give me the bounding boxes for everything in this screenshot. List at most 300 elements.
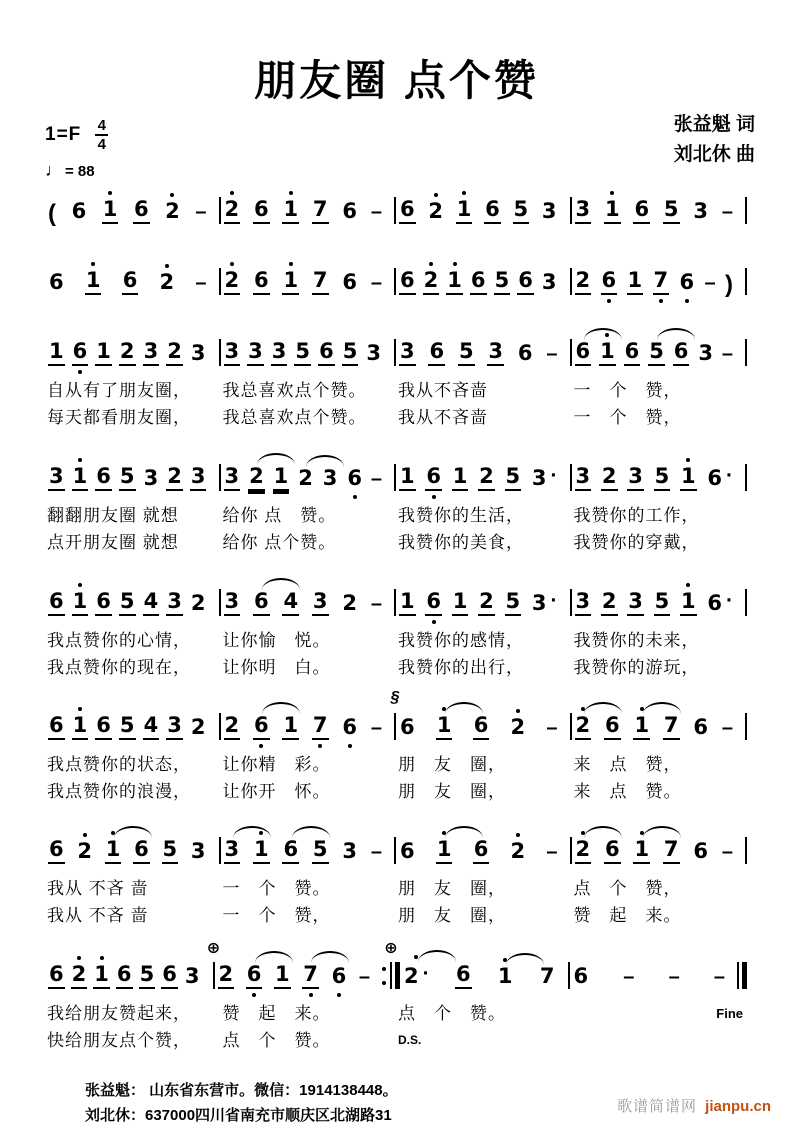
note-digit: 2: [423, 270, 440, 295]
note: [253, 190, 270, 234]
note-digit: 7: [539, 964, 555, 989]
tempo-marking: [45, 160, 108, 181]
note: [143, 459, 160, 501]
barline-thin: [570, 268, 572, 295]
note-digit: 3: [531, 591, 547, 616]
note: [312, 830, 329, 874]
note: [72, 706, 89, 750]
notes-row: [45, 261, 747, 305]
lyric-segment: [45, 752, 221, 777]
note: [253, 830, 270, 874]
octave-dot-low: [685, 299, 689, 303]
note-digit: 3: [190, 466, 207, 491]
note: [224, 190, 241, 234]
note: [673, 332, 690, 376]
lyric-segment: [572, 503, 748, 528]
note: [190, 584, 207, 626]
note-digit: 2: [71, 964, 88, 989]
lyric-segment: [45, 1028, 221, 1053]
barline: [745, 197, 747, 234]
note-digit: 3: [247, 341, 264, 366]
note-digit: 1: [436, 839, 453, 864]
note: [436, 706, 453, 750]
note-digit: 2: [77, 839, 92, 864]
augmentation-dot: ·: [726, 464, 733, 488]
note-digit: 6: [604, 839, 621, 864]
note: [312, 190, 329, 234]
duration-dash: –: [623, 966, 635, 989]
fine-marker: Fine: [716, 1006, 743, 1022]
note: [452, 457, 469, 501]
music-measure: [221, 261, 395, 305]
note-digit: 6: [624, 341, 641, 366]
lyric-segment: [221, 779, 397, 804]
coda-mark: ⊕: [384, 940, 398, 958]
lyric-row-2: [45, 1028, 747, 1053]
lyric-text: 我给朋友赞起来，: [47, 1004, 191, 1024]
note-digit: 3: [693, 199, 708, 224]
note: [48, 263, 65, 305]
barline: [745, 339, 747, 376]
octave-dot-high: [91, 262, 95, 266]
duration-dash: –: [546, 343, 558, 366]
note: [342, 332, 359, 376]
barline: [568, 962, 570, 999]
repeat-dot: [382, 967, 386, 971]
music-measure: [400, 954, 568, 999]
lyric-segment: [396, 1028, 572, 1053]
lyric-text: 给你 点 赞。: [222, 506, 337, 526]
barline: [394, 589, 396, 626]
lyric-text: 朋 友 圈，: [398, 782, 506, 802]
note-digit: 3: [48, 466, 65, 491]
note: [633, 830, 650, 874]
lyric-segment: [572, 628, 748, 653]
quarter-note-icon: ♩: [45, 160, 63, 181]
lyric-row-2: [45, 405, 747, 430]
note-digit: 6: [707, 591, 722, 616]
note: [575, 261, 592, 305]
notes-row: [45, 940, 747, 999]
note-digit: 3: [366, 341, 381, 366]
note: [697, 334, 714, 376]
barline-thin: [394, 464, 396, 491]
footer-line-lyricist: 张益魁： 山东省东营市。微信：1914138448。: [85, 1082, 398, 1100]
barline-thin: [394, 339, 396, 366]
note-digit: 3: [399, 341, 416, 366]
octave-dot-high: [108, 191, 112, 195]
music-measure: [45, 261, 219, 305]
note: [399, 708, 416, 750]
lyric-segment: [572, 530, 748, 555]
note-digit: 6: [455, 964, 472, 989]
lyric-segment: [221, 752, 397, 777]
octave-dot-low: [78, 370, 82, 374]
barline-thin: [570, 339, 572, 366]
note: [190, 832, 207, 874]
note-digit: 3: [541, 199, 557, 224]
note-digit: 3: [342, 839, 357, 864]
note-digit: 6: [253, 591, 270, 616]
lyric-text: 一 个 赞，: [573, 381, 682, 401]
note: [119, 332, 136, 376]
note: [648, 332, 665, 376]
lyric-segment: [221, 503, 397, 528]
lyric-text: 我赞你的未来，: [573, 631, 700, 651]
note-digit: 3: [322, 466, 338, 491]
note: [663, 830, 680, 874]
lyric-text: 来 点 赞，: [573, 755, 682, 775]
music-measure: [570, 957, 738, 999]
barline: [745, 268, 747, 305]
note: [312, 706, 329, 750]
note: [143, 332, 160, 376]
augmentation-dot: ·: [550, 589, 558, 613]
lyric-segment: [221, 655, 397, 680]
note-digit: 6: [575, 341, 592, 366]
segno-mark: §: [390, 689, 400, 707]
note-digit: 5: [162, 839, 179, 864]
note-digit: 5: [654, 591, 671, 616]
octave-dot-high: [83, 833, 87, 837]
note-digit: 1: [105, 839, 122, 864]
lyric-text: 快给朋友点个赞，: [47, 1031, 191, 1051]
note: [627, 457, 644, 501]
note-digit: 4: [282, 591, 299, 616]
lyric-segment: [221, 1001, 397, 1026]
lyric-segment: [45, 378, 221, 403]
tempo-value: = 88: [65, 163, 95, 181]
note-digit: 2: [404, 964, 419, 989]
note: [161, 955, 178, 999]
note-digit: 1: [273, 466, 290, 491]
note: [427, 192, 444, 234]
lyric-segment: [572, 1028, 748, 1053]
barline-thin: [745, 837, 747, 864]
note: [297, 459, 314, 501]
note-digit: 5: [119, 591, 136, 616]
time-signature-bottom: 4: [97, 136, 106, 154]
note-digit: 2: [159, 270, 175, 295]
music-measure: [45, 706, 219, 750]
octave-dot-high: [686, 583, 690, 587]
note: [627, 582, 644, 626]
note-digit: 5: [505, 466, 522, 491]
note: [423, 261, 440, 305]
time-signature-top: 4: [97, 117, 106, 135]
duration-dash: –: [370, 717, 382, 740]
octave-dot-low: [309, 993, 313, 997]
note: [484, 190, 501, 234]
note: [497, 957, 514, 999]
note: [273, 457, 290, 501]
note-digit: 4: [143, 715, 160, 740]
note-digit: 6: [604, 715, 621, 740]
note: [341, 263, 358, 305]
note-digit: 2: [119, 341, 136, 366]
note: [166, 332, 183, 376]
lyric-segment: [45, 628, 221, 653]
note: [274, 955, 291, 999]
note-digit: 3: [487, 341, 504, 366]
note: [119, 582, 136, 626]
note: [282, 582, 299, 626]
note: [224, 261, 241, 305]
barline-thin: [219, 268, 221, 295]
note: [653, 261, 670, 305]
octave-dot-high: [77, 956, 81, 960]
octave-dot-high: [434, 193, 438, 197]
lyric-text: 朋 友 圈，: [398, 879, 506, 899]
lyric-text: 让你明 白。: [222, 658, 331, 678]
note-digit: 1: [282, 199, 299, 224]
lyric-text: 我总喜欢点个赞。: [222, 408, 367, 428]
note-digit: 5: [119, 715, 136, 740]
note-digit: 2: [575, 715, 592, 740]
barline: [570, 713, 572, 750]
lyric-row-2: [45, 779, 747, 804]
note: [190, 457, 207, 501]
lyric-text: 赞 起 来。: [222, 1004, 331, 1024]
lyric-segment: [396, 779, 572, 804]
note-digit: 3: [224, 466, 241, 491]
note-digit: 1: [497, 964, 513, 989]
octave-dot-high: [100, 956, 104, 960]
notes-row: [45, 830, 747, 874]
lyric-segment: [572, 378, 748, 403]
lyric-segment: [45, 1001, 221, 1026]
lyric-segment: [45, 779, 221, 804]
note-digit: 3: [190, 839, 206, 864]
octave-dot-low: [659, 299, 663, 303]
note: [162, 830, 179, 874]
barline: [394, 464, 396, 501]
note: [143, 706, 160, 750]
lyric-segment: [45, 876, 221, 901]
note-digit: 6: [342, 270, 357, 295]
octave-dot-high: [442, 831, 446, 835]
duration-dash: –: [370, 272, 382, 295]
note-digit: 2: [166, 341, 183, 366]
lyric-text: 我赞你的出行，: [398, 658, 524, 678]
octave-dot-high: [686, 458, 690, 462]
lyric-row-1: [45, 876, 747, 901]
music-measure: [572, 332, 746, 376]
lyric-text: 朋 友 圈，: [398, 755, 506, 775]
note: [575, 332, 592, 376]
note: [71, 192, 88, 234]
note: [224, 332, 241, 376]
note-digit: 2: [166, 466, 183, 491]
note: [85, 261, 102, 305]
note: [48, 955, 65, 999]
note: [517, 261, 534, 305]
octave-dot-high: [640, 831, 644, 835]
lyric-text: 我从 不吝 啬: [47, 906, 149, 926]
lyric-row-2: [45, 655, 747, 680]
note-digit: 3: [190, 341, 206, 366]
lyric-segment: [45, 655, 221, 680]
music-measure: [572, 830, 746, 874]
note-digit: 2: [478, 591, 495, 616]
note: [95, 457, 112, 501]
note: [679, 263, 696, 305]
note-digit: 2: [190, 715, 206, 740]
note: [505, 457, 522, 501]
barline-thin: [219, 197, 221, 224]
barline-thick: [742, 962, 747, 989]
note-digit: 1: [452, 466, 469, 491]
octave-dot-low: [348, 744, 352, 748]
note-digit: 2: [575, 270, 592, 295]
note: [71, 955, 88, 999]
music-measure: [221, 582, 395, 626]
note-digit: 1: [456, 199, 473, 224]
duration-dash: –: [370, 841, 382, 864]
note: [95, 706, 112, 750]
barline: [390, 689, 400, 750]
note-digit: 7: [312, 715, 329, 740]
note-digit: 1: [436, 715, 453, 740]
note: [539, 957, 556, 999]
note: [48, 332, 65, 376]
music-measure: [572, 261, 746, 305]
note-digit: 3: [312, 591, 329, 616]
barline-thin: [570, 837, 572, 864]
octave-dot-high: [581, 831, 585, 835]
note-digit: 5: [119, 466, 136, 491]
lyric-segment: [45, 530, 221, 555]
music-measure: [396, 332, 570, 376]
note-digit: 1: [102, 199, 119, 224]
note: [604, 830, 621, 874]
note-digit: 6: [673, 341, 690, 366]
barline-thin: [219, 339, 221, 366]
note: [399, 457, 416, 501]
note-digit: 2: [510, 715, 526, 740]
barline: [394, 837, 396, 874]
octave-dot-high: [170, 193, 174, 197]
note: [282, 261, 299, 305]
octave-dot-high: [453, 262, 457, 266]
note: [122, 261, 139, 305]
barline: [570, 464, 572, 501]
note: [425, 582, 442, 626]
duration-dash: –: [721, 343, 733, 366]
note-digit: 5: [139, 964, 156, 989]
note-digit: 1: [93, 964, 110, 989]
music-measure: [396, 261, 570, 305]
barline: [219, 837, 221, 874]
note-digit: 2: [248, 466, 265, 491]
lyric-text: 赞 起 来。: [573, 906, 682, 926]
music-measure: [215, 955, 383, 999]
duration-dash: –: [370, 468, 382, 491]
music-measure: [221, 706, 395, 750]
note-digit: 6: [342, 715, 357, 740]
lyricist-credit: 张益魁 词: [673, 114, 755, 136]
octave-dot-high: [442, 707, 446, 711]
note: [601, 457, 618, 501]
note: [190, 334, 207, 376]
key-signature-block: [45, 118, 108, 181]
music-measure: [572, 456, 746, 501]
note-digit: 6: [161, 964, 178, 989]
watermark-domain-link[interactable]: jianpu.cn: [705, 1098, 771, 1115]
note-digit: 6: [693, 715, 708, 740]
octave-dot-low: [607, 299, 611, 303]
barline: [745, 713, 747, 750]
lyric-text: 让你精 彩。: [222, 755, 331, 775]
note-digit: 3: [531, 466, 547, 491]
lyric-row-1: [45, 503, 747, 528]
octave-dot-low: [318, 744, 322, 748]
note: [692, 832, 709, 874]
octave-dot-low: [432, 495, 436, 499]
lyric-segment: [45, 903, 221, 928]
note: [428, 332, 445, 376]
notes-row: [45, 456, 747, 501]
octave-dot-high: [462, 191, 466, 195]
note-digit: 3: [184, 964, 200, 989]
note: [341, 832, 358, 874]
barline-thin: [745, 589, 747, 616]
note: [312, 261, 329, 305]
note-digit: 5: [458, 341, 475, 366]
duration-dash: –: [721, 201, 733, 224]
duration-dash: –: [195, 201, 207, 224]
note-digit: 6: [517, 270, 534, 295]
note-digit: 6: [48, 591, 65, 616]
barline-thin: [745, 339, 747, 366]
note: [282, 830, 299, 874]
music-measure: [221, 830, 395, 874]
note-digit: 7: [312, 270, 329, 295]
music-system: [45, 190, 747, 234]
note: [102, 190, 119, 234]
lyric-text: 一 个 赞。: [222, 879, 331, 899]
note: [119, 706, 136, 750]
note-digit: 3: [271, 341, 288, 366]
note-digit: 5: [513, 199, 530, 224]
octave-dot-high: [640, 707, 644, 711]
lyric-segment: [396, 378, 572, 403]
note: [399, 582, 416, 626]
note-digit: 6: [95, 591, 112, 616]
note: [541, 263, 558, 305]
note: [604, 706, 621, 750]
note: [692, 192, 709, 234]
note: [446, 261, 463, 305]
lyric-text: 每天都看朋友圈，: [47, 408, 191, 428]
watermark-site-name: 歌谱简谱网: [616, 1098, 697, 1115]
note-digit: 6: [122, 270, 139, 295]
note-digit: 2: [190, 591, 206, 616]
note: [706, 456, 733, 501]
note: [403, 954, 430, 999]
note-digit: 6: [679, 270, 695, 295]
note: [271, 332, 288, 376]
music-measure: [396, 706, 570, 750]
octave-dot-low: [337, 993, 341, 997]
lyric-text: 让你开 怀。: [222, 782, 331, 802]
note: [48, 830, 65, 874]
duration-dash: –: [195, 272, 207, 295]
note-digit: 6: [707, 466, 722, 491]
repeat-dots: [382, 967, 386, 985]
note: [513, 190, 530, 234]
octave-dot-high: [78, 707, 82, 711]
